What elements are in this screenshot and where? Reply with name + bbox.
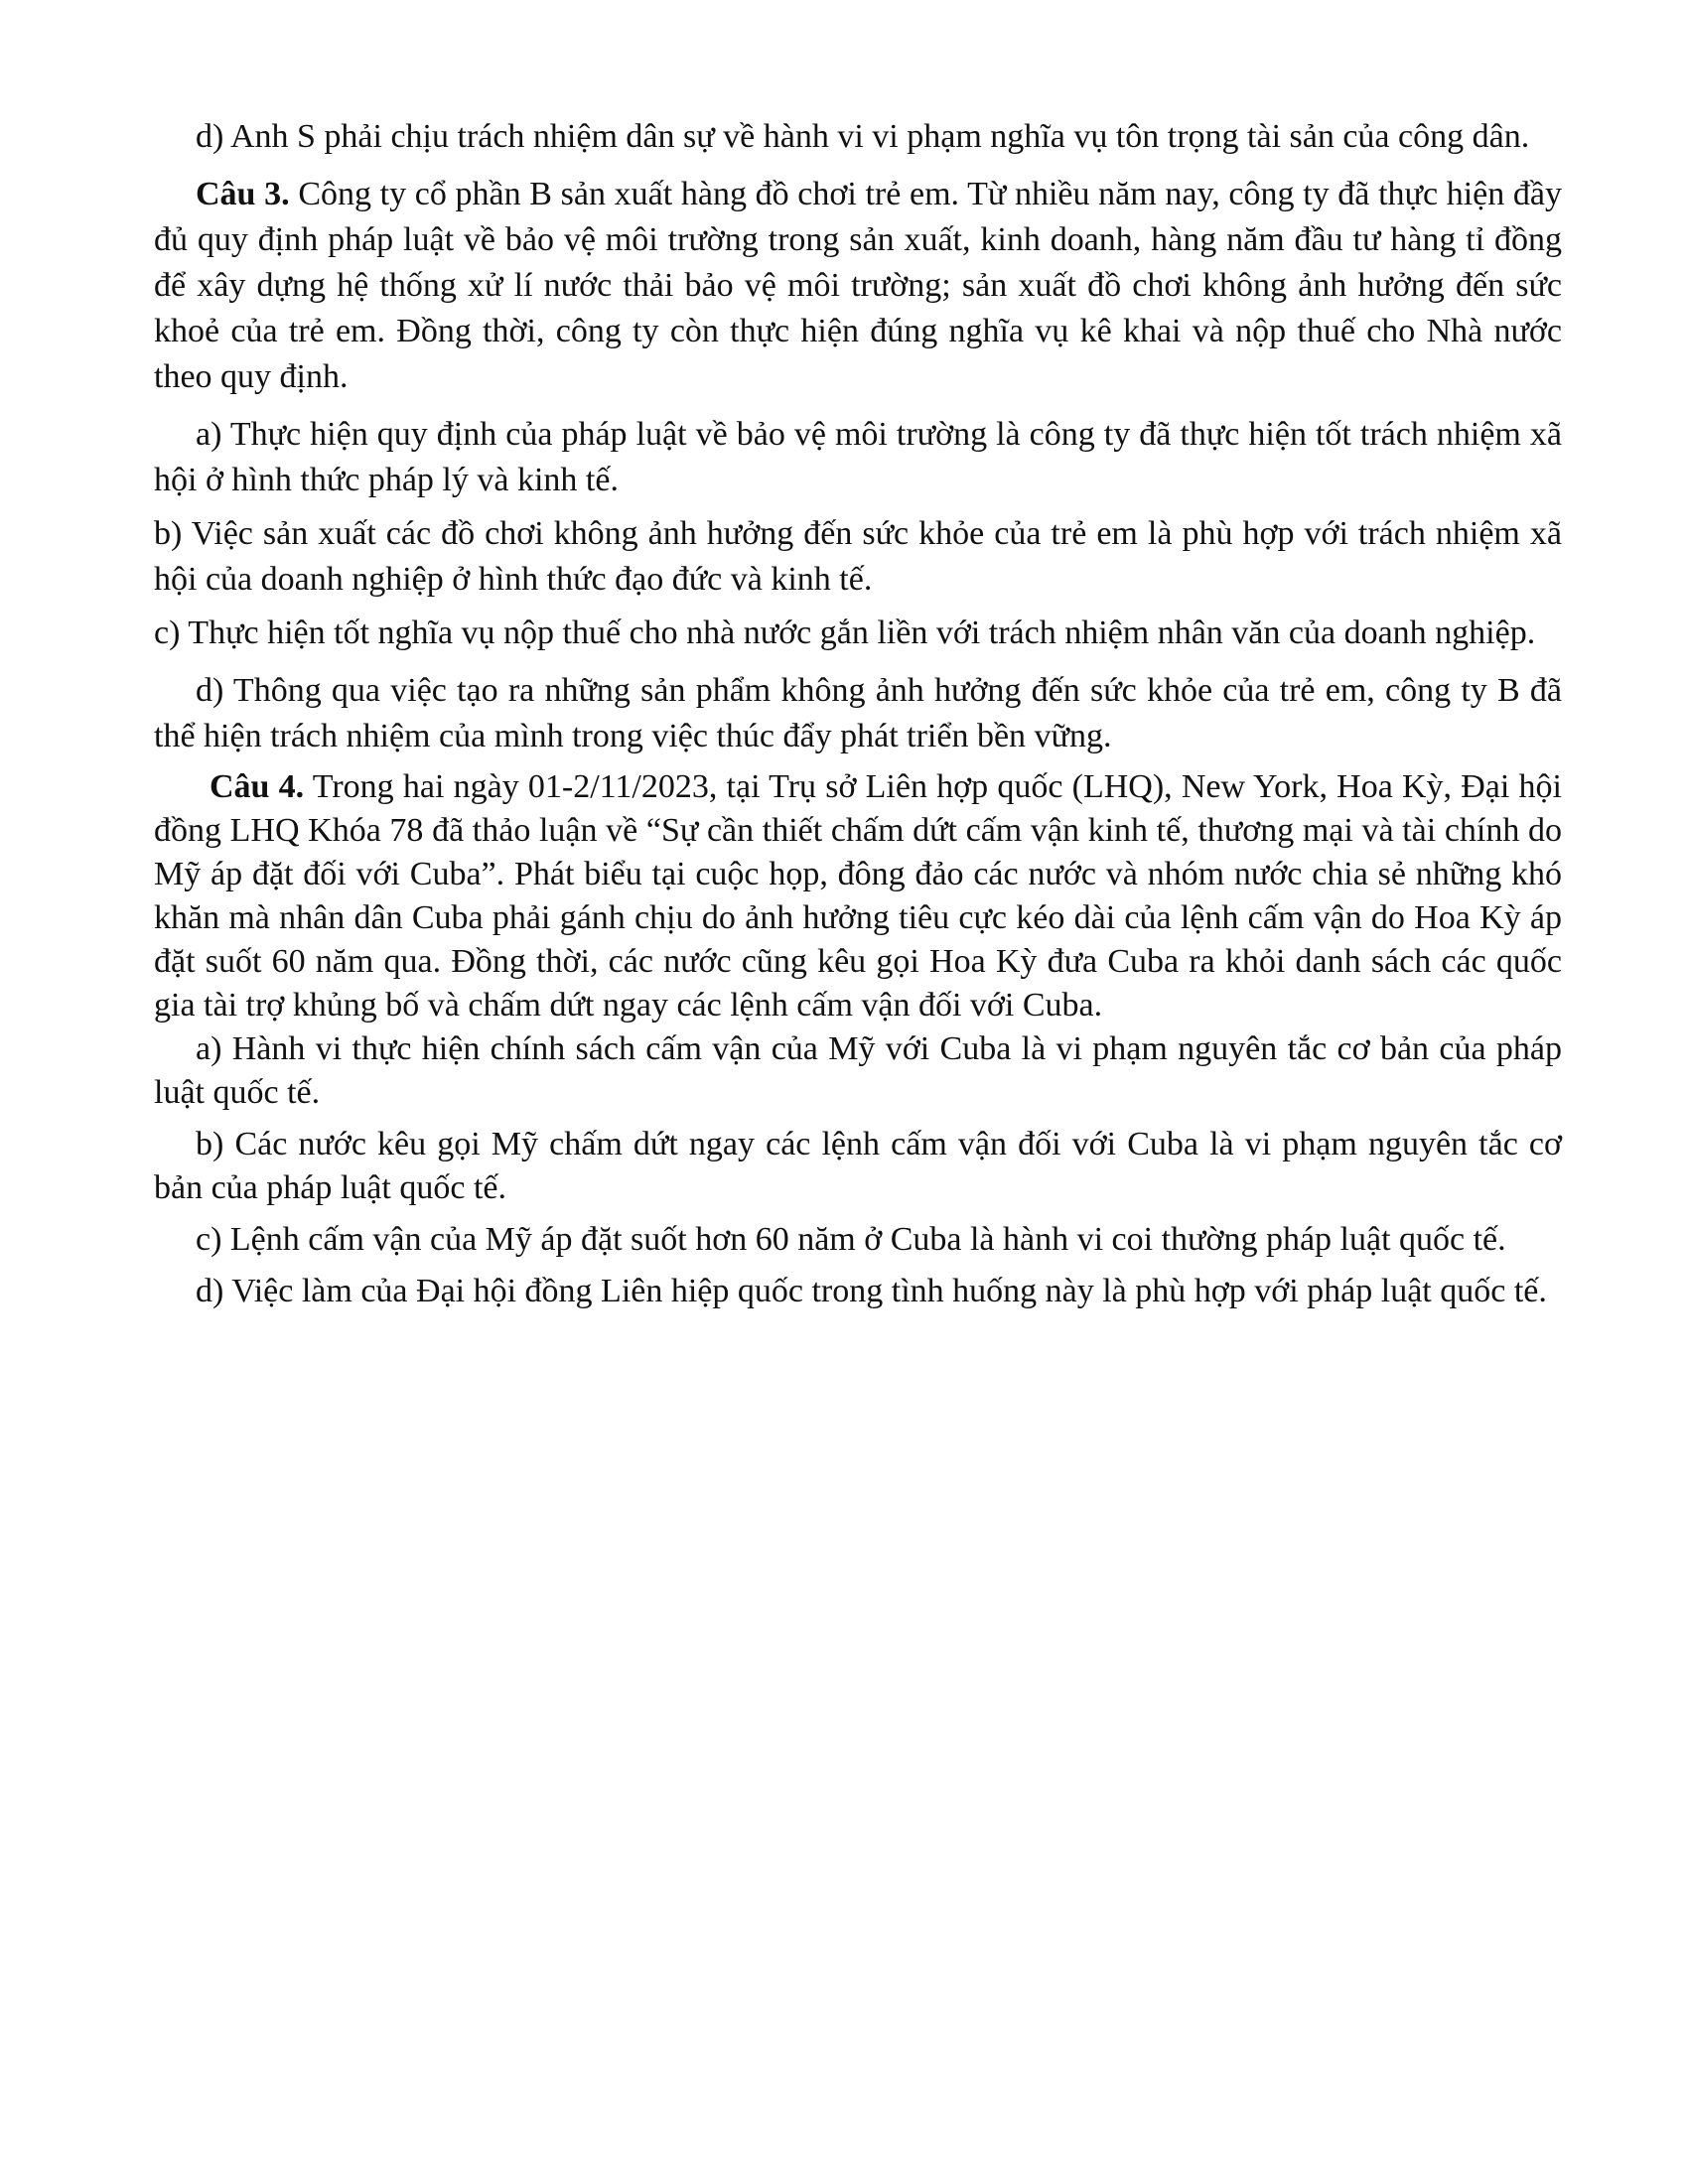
q3-option-d: d) Thông qua việc tạo ra những sản phẩm không ảnh hưởng đến sức khỏe của trẻ em, công ty B đã thể hiện trách nhiệm của mình trong việc thúc đẩy phát triển bền vững. bbox=[154, 672, 1562, 754]
q3-stem: Công ty cổ phần B sản xuất hàng đồ chơi trẻ em. Từ nhiều năm nay, công ty đã thực hiện đầy đủ quy định pháp luật về bảo vệ môi trường trong sản xuất, kinh doanh, hàng năm đầu tư hàng tỉ đồng để xây dựng hệ thống xử lí nước thải bảo vệ môi trường; sản xuất đồ chơi không ảnh hưởng đến sức khoẻ của trẻ em. Đồng thời, công ty còn thực hiện đúng nghĩa vụ kê khai và nộp thuế cho Nhà nước theo quy định. bbox=[154, 176, 1562, 395]
document-page bbox=[154, 114, 1562, 1313]
q3-option-c: c) Thực hiện tốt nghĩa vụ nộp thuế cho nhà nước gắn liền với trách nhiệm nhân văn của doanh nghiệp. bbox=[154, 614, 1536, 651]
q4-option-d: d) Việc làm của Đại hội đồng Liên hiệp quốc trong tình huống này là phù hợp với pháp luật quốc tế. bbox=[196, 1273, 1547, 1309]
q3-label: Câu 3. bbox=[196, 176, 290, 212]
q4-block bbox=[154, 765, 1562, 1313]
q4-stem-paragraph bbox=[154, 765, 1562, 1027]
q3-option-a: a) Thực hiện quy định của pháp luật về bảo vệ môi trường là công ty đã thực hiện tốt trách nhiệm xã hội ở hình thức pháp lý và kinh tế. bbox=[154, 416, 1562, 498]
q2-option-d: d) Anh S phải chịu trách nhiệm dân sự về hành vi vi phạm nghĩa vụ tôn trọng tài sản của công dân. bbox=[196, 118, 1530, 155]
q4-stem: Trong hai ngày 01-2/11/2023, tại Trụ sở Liên hợp quốc (LHQ), New York, Hoa Kỳ, Đại hội đồng LHQ Khóa 78 đã thảo luận về “Sự cần thiết chấm dứt cấm vận kinh tế, thương mại và tài chính do Mỹ áp đặt đối với Cuba”. Phát biểu tại cuộc họp, đông đảo các nước và nhóm nước chia sẻ những khó khăn mà nhân dân Cuba phải gánh chịu do ảnh hưởng tiêu cực kéo dài của lệnh cấm vận do Hoa Kỳ áp đặt suốt 60 năm qua. Đồng thời, các nước cũng kêu gọi Hoa Kỳ đưa Cuba ra khỏi danh sách các quốc gia tài trợ khủng bố và chấm dứt ngay các lệnh cấm vận đối với Cuba. bbox=[154, 768, 1562, 1024]
q4-option-c: c) Lệnh cấm vận của Mỹ áp đặt suốt hơn 60 năm ở Cuba là hành vi coi thường pháp luật quốc tế. bbox=[196, 1221, 1506, 1258]
q4-option-b: b) Các nước kêu gọi Mỹ chấm dứt ngay các lệnh cấm vận đối với Cuba là vi phạm nguyên tắc cơ bản của pháp luật quốc tế. bbox=[154, 1126, 1562, 1206]
q3-stem-paragraph bbox=[154, 172, 1562, 400]
q4-label: Câu 4. bbox=[210, 768, 305, 805]
q4-option-a: a) Hành vi thực hiện chính sách cấm vận của Mỹ với Cuba là vi phạm nguyên tắc cơ bản của pháp luật quốc tế. bbox=[154, 1030, 1562, 1111]
q3-option-b: b) Việc sản xuất các đồ chơi không ảnh hưởng đến sức khỏe của trẻ em là phù hợp với trách nhiệm xã hội của doanh nghiệp ở hình thức đạo đức và kinh tế. bbox=[154, 515, 1562, 598]
